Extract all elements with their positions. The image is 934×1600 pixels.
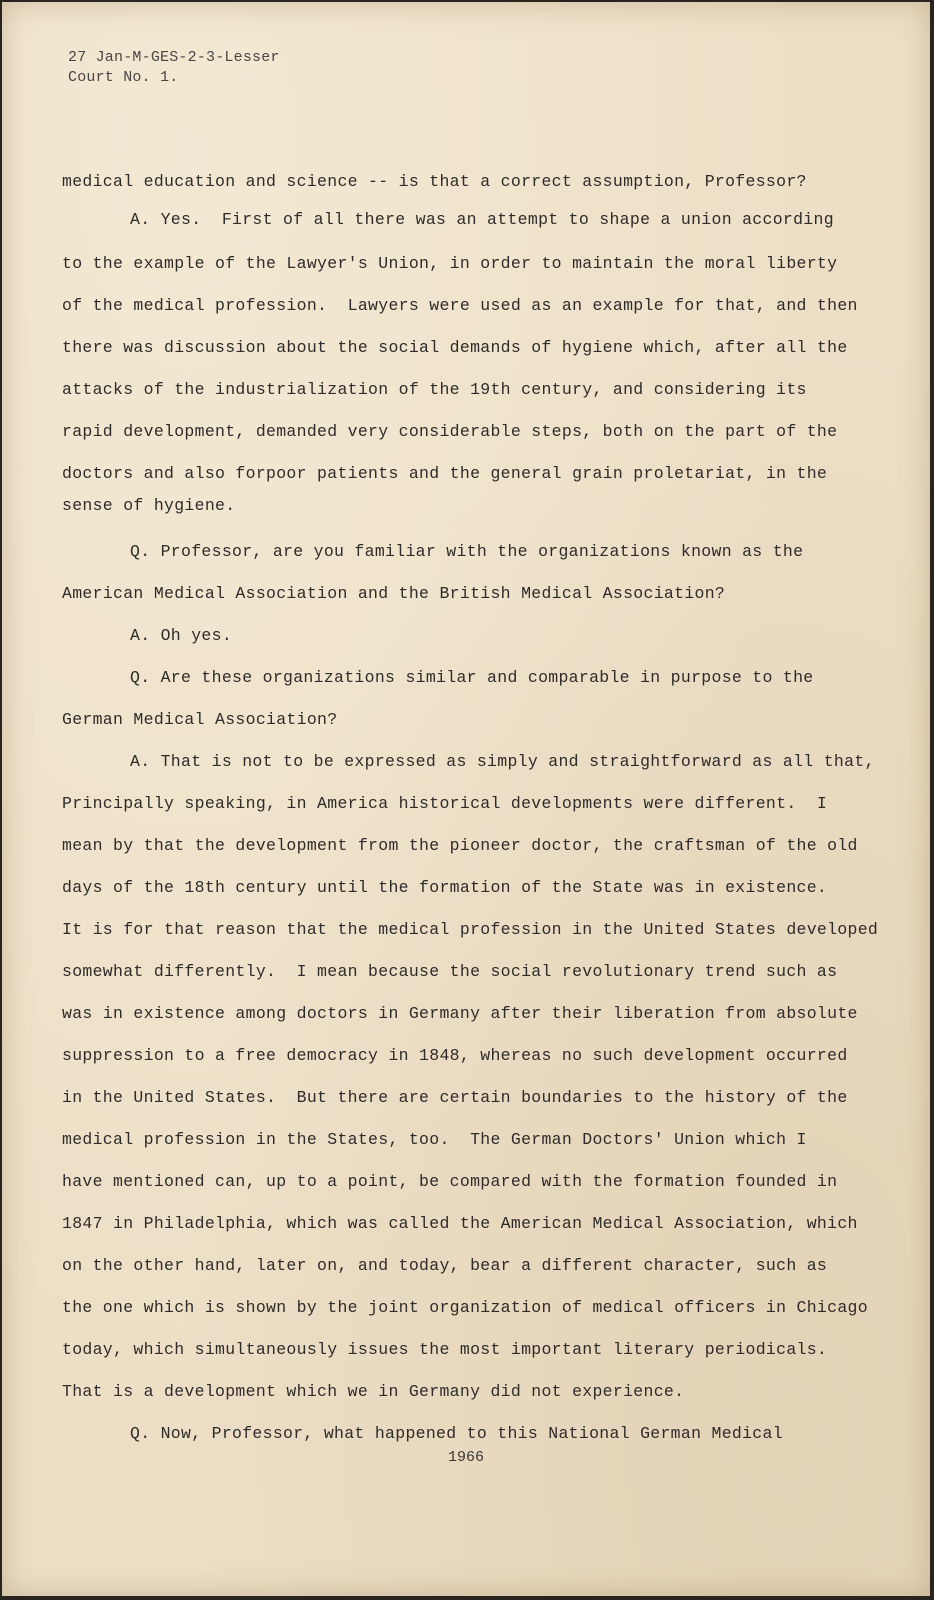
text-line: in the United States. But there are certain boundaries to the history of the <box>62 1088 848 1107</box>
text-line: have mentioned can, up to a point, be compared with the formation founded in <box>62 1172 838 1191</box>
header-reference: 27 Jan-M-GES-2-3-Lesser <box>68 49 280 66</box>
text-line: 1847 in Philadelphia, which was called the American Medical Association, which <box>62 1214 858 1233</box>
text-line: A. Oh yes. <box>130 626 233 645</box>
text-line: doctors and also forpoor patients and the general grain proletariat, in the <box>62 464 828 483</box>
page-number: 1966 <box>447 1449 484 1466</box>
text-line: the one which is shown by the joint organization of medical officers in Chicago <box>62 1298 868 1317</box>
text-line: medical profession in the States, too. The German Doctors' Union which I <box>62 1130 807 1149</box>
text-line: suppression to a free democracy in 1848, whereas no such development occurred <box>62 1046 848 1065</box>
text-line: on the other hand, later on, and today, bear a different character, such as <box>62 1256 828 1275</box>
text-line: sense of hygiene. <box>62 496 236 515</box>
text-line: of the medical profession. Lawyers were used as an example for that, and then <box>62 296 858 315</box>
document-header <box>68 48 280 88</box>
text-line: medical education and science -- is that a correct assumption, Professor? <box>62 172 807 191</box>
text-line: mean by that the development from the pioneer doctor, the craftsman of the old <box>62 836 858 855</box>
text-line: Q. Now, Professor, what happened to this National German Medical <box>130 1424 783 1443</box>
text-line: It is for that reason that the medical profession in the United States developed <box>62 920 879 939</box>
text-line: today, which simultaneously issues the most important literary periodicals. <box>62 1340 828 1359</box>
text-line: A. That is not to be expressed as simply and straightforward as all that, <box>130 752 875 771</box>
text-line: Q. Are these organizations similar and comparable in purpose to the <box>130 668 814 687</box>
text-line: rapid development, demanded very considerable steps, both on the part of the <box>62 422 838 441</box>
text-line: American Medical Association and the British Medical Association? <box>62 584 726 603</box>
text-line: Q. Professor, are you familiar with the organizations known as the <box>130 542 804 561</box>
text-line: days of the 18th century until the formation of the State was in existence. <box>62 878 828 897</box>
text-line: attacks of the industrialization of the 19th century, and considering its <box>62 380 807 399</box>
text-line: somewhat differently. I mean because the social revolutionary trend such as <box>62 962 838 981</box>
text-line: Principally speaking, in America historical developments were different. I <box>62 794 828 813</box>
text-line: German Medical Association? <box>62 710 338 729</box>
text-line: was in existence among doctors in Germany after their liberation from absolute <box>62 1004 858 1023</box>
header-court: Court No. 1. <box>68 69 179 86</box>
text-line: there was discussion about the social demands of hygiene which, after all the <box>62 338 848 357</box>
text-line: That is a development which we in Germany did not experience. <box>62 1382 685 1401</box>
document-page <box>2 2 930 1596</box>
text-line: to the example of the Lawyer's Union, in order to maintain the moral liberty <box>62 254 838 273</box>
text-line: A. Yes. First of all there was an attempt to shape a union according <box>130 210 834 229</box>
